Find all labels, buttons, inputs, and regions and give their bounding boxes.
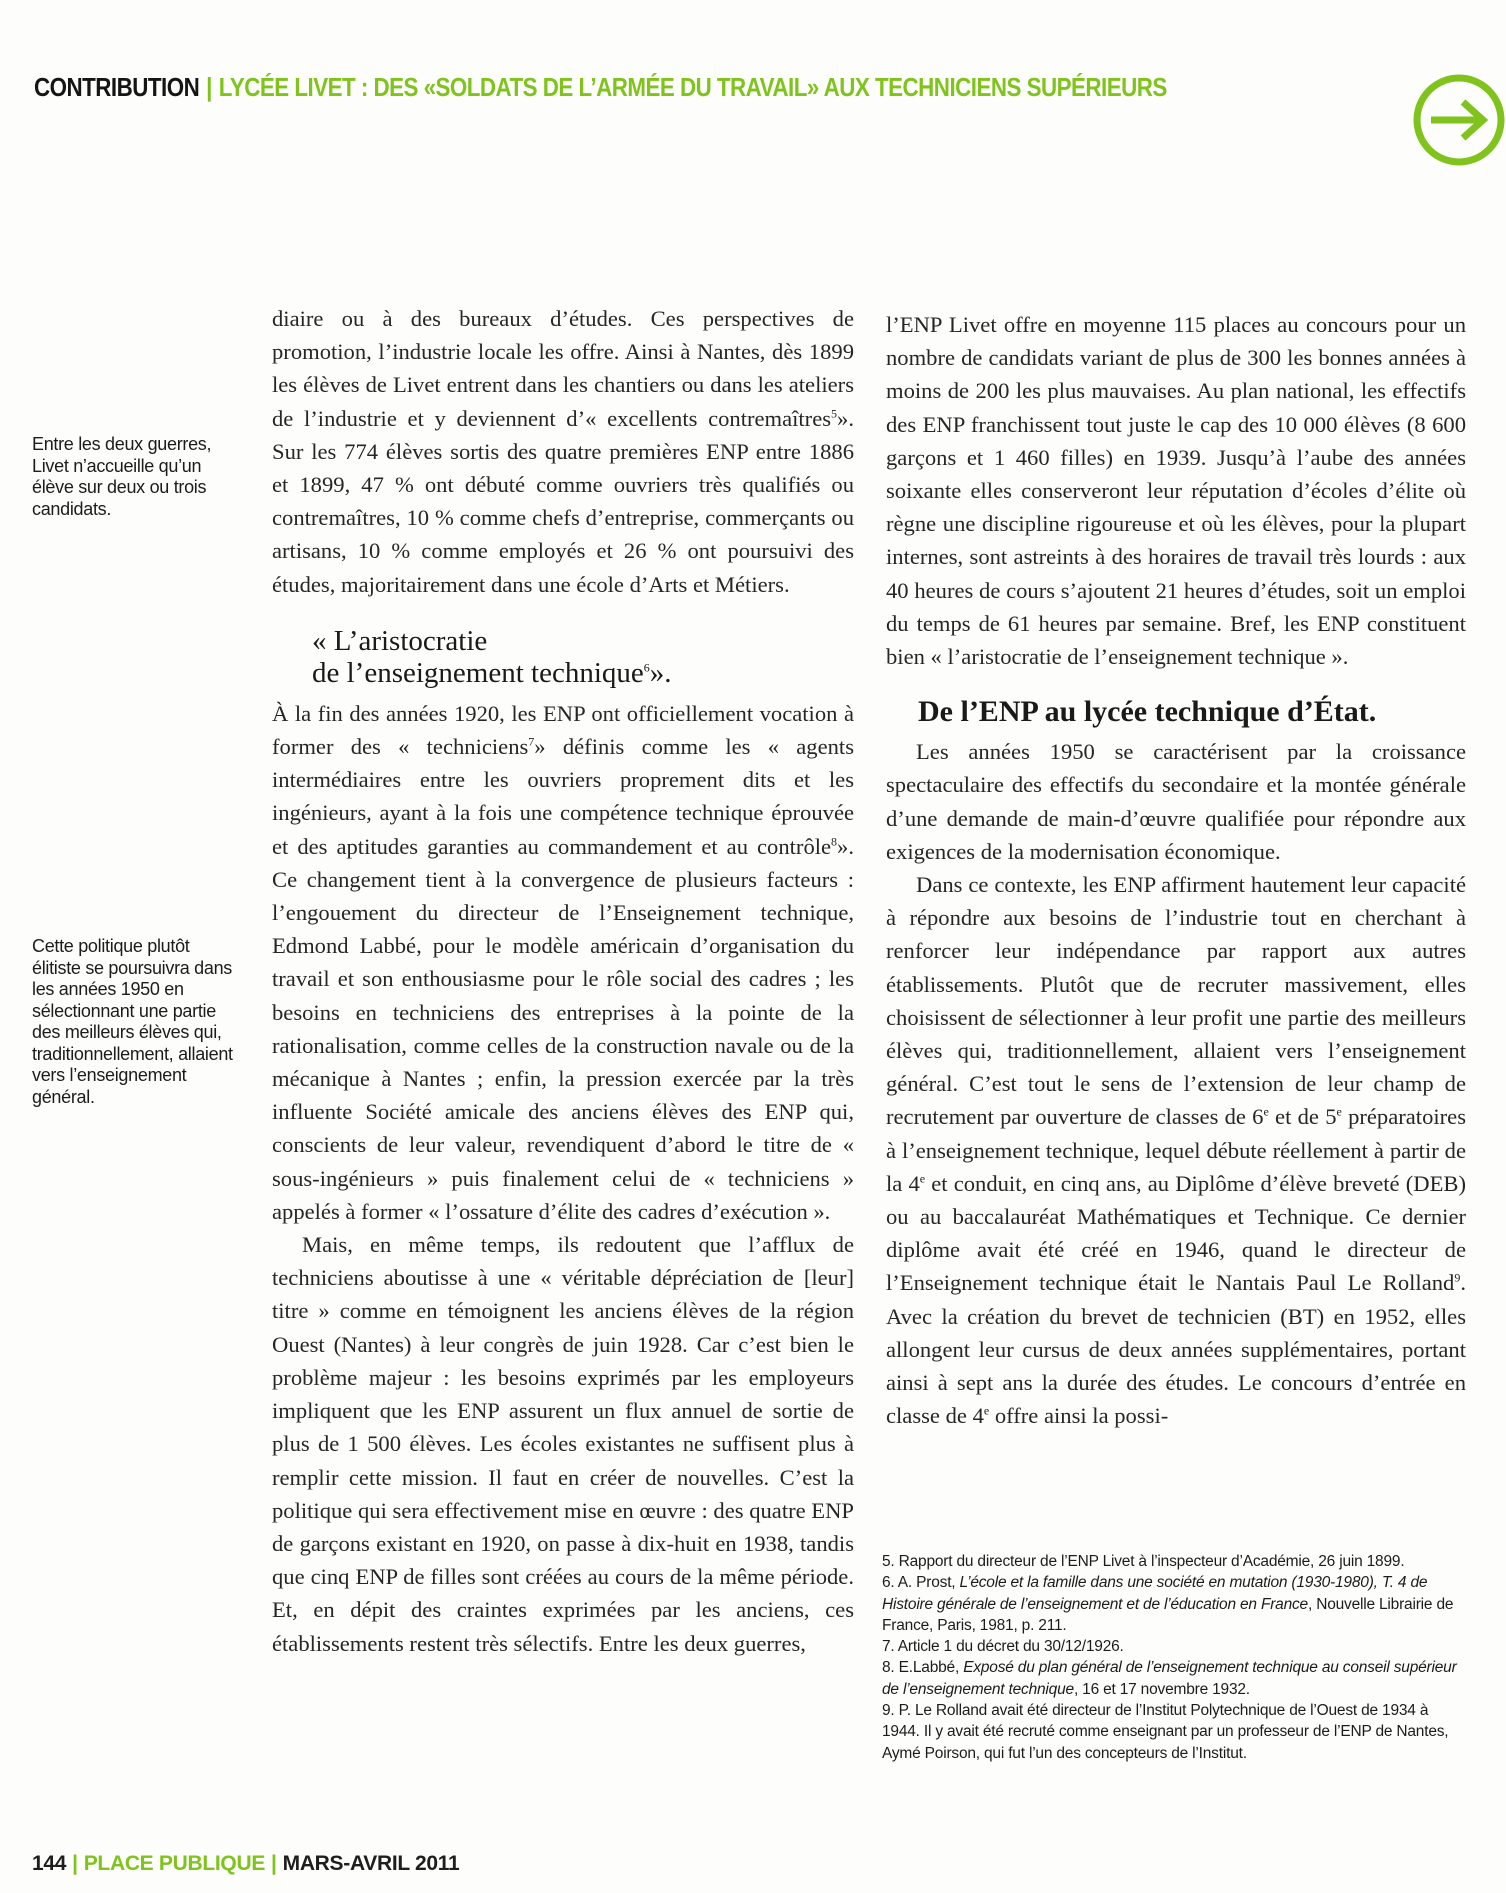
sidenote-1: Entre les deux guerres, Livet n’accueille qu’un élève sur deux ou trois candidats. xyxy=(32,434,212,519)
issue-date: MARS-AVRIL 2011 xyxy=(282,1852,460,1875)
article-column-left xyxy=(272,302,854,1660)
footnote-ref[interactable]: 5 xyxy=(831,406,838,421)
section-heading: « L’aristocratie de l’enseignement technique$^6$». xyxy=(312,624,672,689)
footnote-9: 9. P. Le Rolland avait été directeur de l’Institut Polytechnique de l’Ouest de 1934 à 1944. Il y avait été recruté comme enseignant par un professeur de l’ENP de Nantes, Aymé Poirson, qui fut l’un des concepteurs de l’Institut. xyxy=(882,1702,1449,1762)
paragraph: À la fin des années 1920, les ENP ont officiellement vocation à former des « techniciens$^7$» définis comme les « agents intermédiaires entre les ouvriers proprement dits et les ingénieurs, ayant à la fois une compétence technique éprouvée et des aptitudes garanties au commandement et au contrôle$^8$». Ce changement tient à la convergence de plusieurs facteurs : l’engouement du directeur de l’Enseignement technique, Edmond Labbé, pour le modèle américain d’organisation du travail et son enthousiasme pour le rôle social des cadres ; les besoins en techniciens des entreprises à la pointe de la rationalisation, comme celles de la construction navale ou de la mécanique à Nantes ; enfin, la pression exercée par la très influente Société amicale des anciens élèves des ENP qui, conscients de leur valeur, revendiquent d’abord le titre de « sous-ingénieurs » puis finalement celui de « techniciens » appelés à former « l’ossature d’élite des cadres d’exécution ». xyxy=(272,700,854,1224)
page-footer: 144 | PLACE PUBLIQUE | MARS-AVRIL 2011 xyxy=(32,1852,460,1875)
paragraph: l’ENP Livet offre en moyenne 115 places au concours pour un nombre de candidats variant de plus de 300 les bonnes années à moins de 200 les plus mauvaises. Au plan national, les effectifs des ENP franchissent tout juste le cap des 10 000 élèves (8 600 garçons et 1 460 filles) en 1939. Jusqu’à l’aube des années soixante elles conserveront leur réputation d’écoles d’élite où règne une discipline rigoureuse et où les élèves, pour la plupart internes, sont astreints à des horaires de travail très lourds : aux 40 heures de cours s’ajoutent 21 heures d’études, soit un emploi du temps de 61 heures par semaine. Bref, les ENP constituent bien « l’aristocratie de l’enseignement technique ». xyxy=(886,312,1466,670)
sidenote-2: Cette politique plutôt élitiste se poursuivra dans les années 1950 en sélectionnant une partie des meilleurs élèves qui, traditionnellement, allaient vers l’enseignement général. xyxy=(32,936,233,1107)
arrow-right-circle-icon[interactable] xyxy=(1411,72,1506,168)
footnote-7: 7. Article 1 du décret du 30/12/1926. xyxy=(882,1638,1124,1656)
page-number: 144 xyxy=(32,1852,67,1875)
page-header xyxy=(34,72,1167,103)
header-separator: | xyxy=(206,72,212,102)
article-column-right xyxy=(886,308,1466,1433)
footnote-6: 6. A. Prost, L’école et la famille dans une société en mutation (1930-1980), T. 4 de Histoire générale de l’enseignement et de l’éducation en France, Nouvelle Librairie de France, Paris, 1981, p. 211. xyxy=(882,1574,1454,1634)
footnote-5: 5. Rapport du directeur de l’ENP Livet à l’inspecteur d’Académie, 26 juin 1899. xyxy=(882,1553,1405,1570)
footnote-8: 8. E.Labbé, Exposé du plan général de l’enseignement technique au conseil supérieur de l’enseignement technique, 16 et 17 novembre 1932. xyxy=(882,1659,1457,1698)
section-kicker: CONTRIBUTION xyxy=(34,72,200,102)
article-title: LYCÉE LIVET : DES «SOLDATS DE L’ARMÉE DU TRAVAIL» AUX TECHNICIENS SUPÉRIEURS xyxy=(218,72,1167,102)
paragraph: Dans ce contexte, les ENP affirment hautement leur capacité à répondre aux besoins de l’industrie tout en cherchant à renforcer leur indépendance par rapport aux autres établissements. Plutôt que de recruter massivement, elles choisissent de sélectionner à leur profit une partie des meilleurs élèves qui, traditionnellement, allaient vers l’enseignement général. C’est tout le sens de l’extension de leur champ de recrutement par ouverture de classes de 6e et de 5e préparatoires à l’enseignement technique, lequel débute réellement à partir de la 4e et conduit, en cinq ans, au Diplôme d’élève breveté (DEB) ou au baccalauréat Mathématiques et Technique. Ce dernier diplôme avait été créé en 1946, quand le directeur de l’Enseignement technique était le Nantais Paul Le Rolland$^9$. Avec la création du brevet de technicien (BT) en 1952, elles allongent leur cursus de deux années supplémentaires, portant ainsi à sept ans la durée des études. Le concours d’entrée en classe de 4e offre ainsi la possi- xyxy=(886,872,1466,1429)
footnote-ref[interactable]: 7 xyxy=(528,734,535,749)
footnotes xyxy=(882,1551,1470,1764)
footnote-ref[interactable]: 9 xyxy=(1454,1270,1461,1285)
section-heading: De l’ENP au lycée technique d’État. xyxy=(918,695,1377,729)
paragraph: diaire ou à des bureaux d’études. Ces perspectives de promotion, l’industrie locale les offre. Ainsi à Nantes, dès 1899 les élèves de Livet entrent dans les chantiers ou dans les ateliers de l’industrie et y deviennent d’« excellents contremaîtres$^5$». Sur les 774 élèves sortis des quatre premières ENP entre 1886 et 1899, 47 % ont débuté comme ouvriers très qualifiés ou contremaîtres, 10 % comme chefs d’entreprise, commerçants ou artisans, 10 % comme employés et 26 % ont poursuivi des études, majoritairement dans une école d’Arts et Métiers. xyxy=(272,306,854,597)
footnote-ref[interactable]: 6 xyxy=(643,660,650,675)
paragraph: Les années 1950 se caractérisent par la croissance spectaculaire des effectifs du secondaire et la montée générale d’une demande de main-d’œuvre qualifiée pour répondre aux exigences de la modernisation économique. xyxy=(886,739,1466,864)
magazine-name: PLACE PUBLIQUE xyxy=(83,1852,266,1875)
paragraph: Mais, en même temps, ils redoutent que l’afflux de techniciens aboutisse à une « véritable dépréciation de [leur] titre » comme en témoignent les anciens élèves de la région Ouest (Nantes) à leur congrès de juin 1928. Car c’est bien le problème majeur : les besoins exprimés par les employeurs impliquent que les ENP assurent un flux annuel de sortie de plus de 1 500 élèves. Les écoles existantes ne suffisent plus à remplir cette mission. Il faut en créer de nouvelles. C’est la politique qui sera effectivement mise en œuvre : des quatre ENP de garçons existant en 1920, on passe à dix-huit en 1938, tandis que cinq ENP de filles sont créées au cours de la même période. Et, en dépit des craintes exprimées par les anciens, ces établissements restent très sélectifs. Entre les deux guerres, xyxy=(272,1232,854,1656)
footnote-ref[interactable]: 8 xyxy=(831,834,838,849)
